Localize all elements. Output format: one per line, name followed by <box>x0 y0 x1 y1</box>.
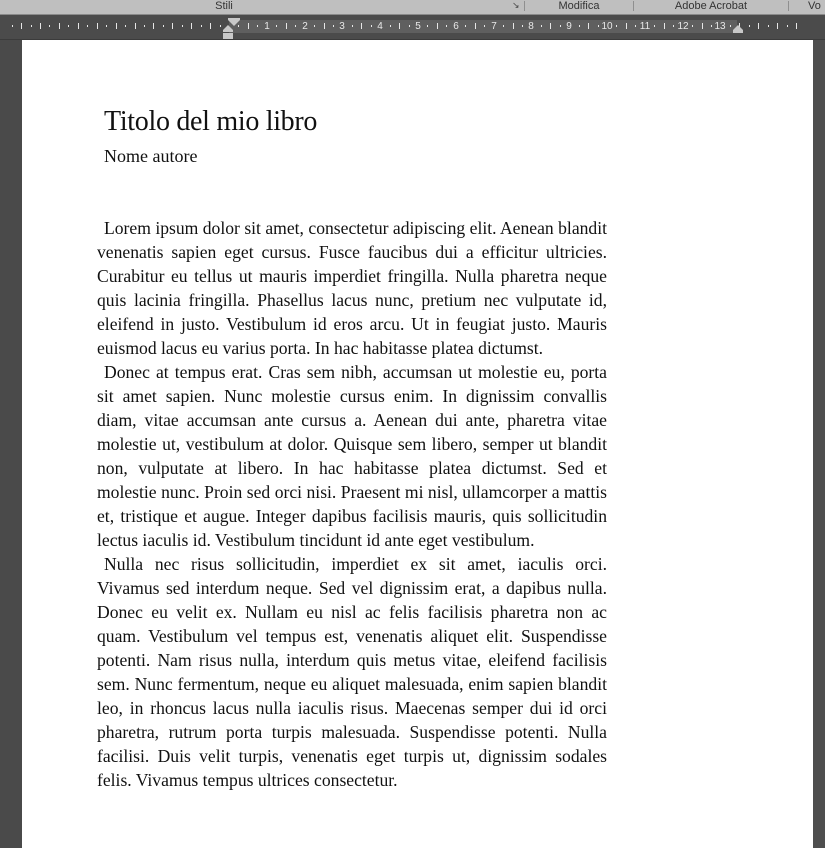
ruler-tick <box>286 23 287 29</box>
ruler-tick <box>465 25 466 27</box>
paragraph[interactable]: Donec at tempus erat. Cras sem nibh, accumsan ut molestie eu, porta sit amet sapien. Nunc molestie cursus enim. In dignissim convallis diam, vitae accumsan ante cursus a. Aenean dui ante, pharetra vitae molestie ut, vestibulum at dolor. Quisque sem libero, semper ut blandit non, vulputate at libero. In hac habitasse platea dictumst. Sed et molestie nunc. Proin sed orci nisi. Praesent mi nisl, ullamcorper a mattis et, tristique et augue. Integer dapibus facilisis mauris, quis sollicitudin lectus iaculis id. Vestibulum tincidunt id ante eget vestibulum. <box>97 362 607 550</box>
ruler-number: 3 <box>339 21 345 32</box>
ruler-tick <box>768 25 769 27</box>
ruler-tick <box>191 23 192 29</box>
vertical-scrollbar-area[interactable] <box>813 40 825 848</box>
document-title[interactable]: Titolo del mio libro <box>104 106 318 137</box>
ruler-tick <box>163 25 164 27</box>
ruler-tick <box>796 23 797 29</box>
ruler-tick <box>409 25 410 27</box>
ruler-tick <box>21 23 22 29</box>
ruler-tick <box>172 23 173 29</box>
ruler-number: 8 <box>528 21 534 32</box>
ribbon-separator <box>524 1 525 11</box>
ruler-tick <box>664 23 665 29</box>
paragraph[interactable]: Nulla nec risus sollicitudin, imperdiet ex sit amet, iaculis orci. Vivamus sed interdum neque. Sed vel dignissim erat, a dapibus nulla. Donec eu velit ex. Nullam eu nisl ac felis facilisis pharetra non ac quam. Vestibulum vel tempus est, venenatis aliquet elit. Suspendisse potenti. Nam risus nulla, interdum quis metus vitae, eleifend facilisis sem. Nunc fermentum, neque eu aliquet malesuada, enim sapien blandit leo, in rhoncus lacus nulla iaculis risus. Maecenas semper dui id orci pharetra, rutrum porta turpis malesuada. Suspendisse potenti. Nulla facilisi. Duis velit turpis, venenatis eget turpis ut, dignissim sodales felis. Vivamus tempus ultrices consectetur. <box>97 554 607 790</box>
ruler-number: 1 <box>264 21 270 32</box>
ruler-tick <box>654 25 655 27</box>
ruler-tick <box>97 23 98 29</box>
ruler-tick <box>182 25 183 27</box>
ribbon-group-voice[interactable]: Vo <box>808 0 821 12</box>
ruler-number: 9 <box>566 21 572 32</box>
ruler-tick <box>598 25 599 27</box>
ruler-tick <box>333 25 334 27</box>
ruler-tick <box>49 25 50 27</box>
ribbon-group-styles[interactable]: Stili <box>215 0 233 12</box>
ruler-tick <box>475 23 476 29</box>
ruler-tick <box>257 25 258 27</box>
ruler-tick <box>352 25 353 27</box>
paragraph[interactable]: Lorem ipsum dolor sit amet, consectetur adipiscing elit. Aenean blandit venenatis sapien eget cursus. Fusce faucibus dui a efficitur ultricies. Curabitur eu tellus ut mauris imperdiet fringilla. Nulla pharetra neque quis lacinia fringilla. Phasellus lacus nunc, pretium nec vulputate id, eleifend in justo. Vestibulum id eros arcu. Ut in feugiat justo. Mauris euismod lacus eu varius porta. In hac habitasse platea dictumst. <box>97 218 607 358</box>
ruler-tick <box>201 25 202 27</box>
ruler-tick <box>78 23 79 29</box>
ruler-tick <box>399 23 400 29</box>
ruler-tick <box>446 25 447 27</box>
ruler-tick <box>390 25 391 27</box>
ruler-tick <box>588 23 589 29</box>
ruler-tick <box>692 25 693 27</box>
ribbon-group-labels <box>0 0 825 15</box>
ruler-number: 2 <box>302 21 308 32</box>
ruler-tick <box>12 25 13 27</box>
document-page[interactable] <box>22 40 813 848</box>
ruler-tick <box>513 23 514 29</box>
ruler-number: 12 <box>677 21 689 32</box>
ruler-number: 13 <box>714 21 726 32</box>
ribbon-group-edit[interactable]: Modifica <box>558 0 600 12</box>
ruler-tick <box>361 23 362 29</box>
ruler-tick <box>153 23 154 29</box>
ruler-tick <box>522 25 523 27</box>
ruler-tick <box>314 25 315 27</box>
ruler-tick <box>276 25 277 27</box>
ruler-tick <box>144 25 145 27</box>
right-indent-marker[interactable] <box>731 25 745 34</box>
ruler-number: 6 <box>453 21 459 32</box>
ruler-tick <box>758 23 759 29</box>
ruler-tick <box>135 23 136 29</box>
ruler-number: 5 <box>415 21 421 32</box>
ruler-tick <box>427 25 428 27</box>
ruler-tick <box>68 25 69 27</box>
ruler-tick <box>371 25 372 27</box>
dialog-launcher-icon[interactable]: ↘ <box>512 0 520 10</box>
document-body[interactable] <box>97 216 607 792</box>
ruler-tick <box>248 23 249 29</box>
ruler-tick <box>635 25 636 27</box>
ruler-tick <box>116 23 117 29</box>
ruler-tick <box>503 25 504 27</box>
ruler-tick <box>702 23 703 29</box>
ruler-tick <box>484 25 485 27</box>
ruler-tick <box>616 25 617 27</box>
ruler-tick <box>295 25 296 27</box>
ruler-number: 11 <box>639 21 651 32</box>
ruler-tick <box>579 25 580 27</box>
ruler-tick <box>550 23 551 29</box>
ribbon-separator <box>788 1 789 11</box>
ruler-tick <box>560 25 561 27</box>
ribbon-group-adobe-acrobat[interactable]: Adobe Acrobat <box>674 0 748 12</box>
ruler-tick <box>59 23 60 29</box>
ruler-tick <box>787 25 788 27</box>
ruler-tick <box>31 25 32 27</box>
ruler-tick <box>673 25 674 27</box>
ruler-number: 7 <box>491 21 497 32</box>
ruler-tick <box>210 23 211 29</box>
document-author[interactable]: Nome autore <box>104 146 198 166</box>
ruler-tick <box>324 23 325 29</box>
hanging-indent-marker[interactable] <box>221 25 235 39</box>
ruler-tick <box>40 23 41 29</box>
ruler-tick <box>777 23 778 29</box>
ruler-tick <box>749 25 750 27</box>
ruler-tick <box>106 25 107 27</box>
ruler-tick <box>437 23 438 29</box>
ruler-tick <box>541 25 542 27</box>
ruler-tick <box>711 25 712 27</box>
ruler-number: 10 <box>601 21 613 32</box>
ruler-number: 4 <box>377 21 383 32</box>
ribbon-separator <box>633 1 634 11</box>
ruler-tick <box>125 25 126 27</box>
ruler-tick <box>87 25 88 27</box>
ruler-tick <box>626 23 627 29</box>
